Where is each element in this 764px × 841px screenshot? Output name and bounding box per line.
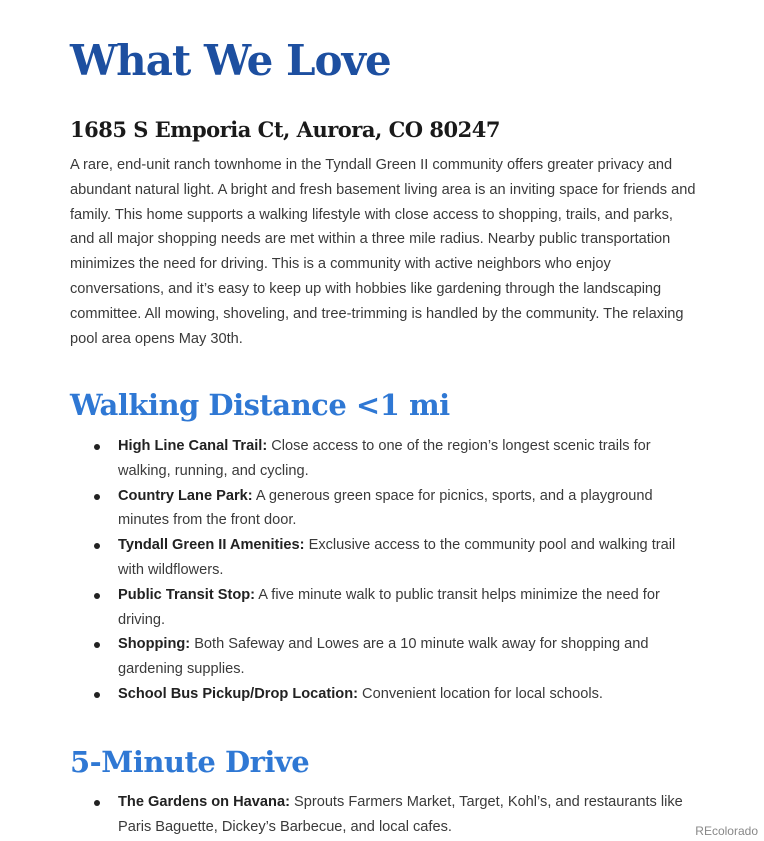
bullet-icon bbox=[94, 444, 100, 450]
item-name: The Gardens on Havana: bbox=[118, 794, 290, 810]
list-item bbox=[94, 632, 696, 682]
bullet-icon bbox=[94, 543, 100, 549]
list-item bbox=[94, 790, 696, 840]
item-text: A five minute walk to public transit helps minimize the need for driving. bbox=[118, 586, 660, 628]
recolorado-watermark: REcolorado bbox=[695, 824, 758, 838]
list-item bbox=[94, 682, 696, 707]
list-item bbox=[94, 434, 696, 484]
intro-paragraph: A rare, end-unit ranch townhome in the Tyndall Green II community offers greater privacy and abundant natural light. A bright and fresh basement living area is an inviting space for friends and family. This home supports a walking lifestyle with close access to shopping, trails, and parks, and all major shopping needs are met within a three mile radius. Nearby public transportation minimizes the need for driving. This is a community with active neighbors who enjoy conversations, and it’s easy to keep up with hobbies like gardening through the landscaping committee. All mowing, shoveling, and tree-trimming is handled by the community. The relaxing pool area opens May 30th. bbox=[70, 157, 696, 347]
item-name: Public Transit Stop: bbox=[118, 586, 256, 603]
bullet-icon bbox=[94, 593, 100, 599]
list-item bbox=[94, 583, 696, 633]
item-text: Exclusive access to the community pool and walking trail with wildflowers. bbox=[118, 537, 676, 578]
bullet-icon bbox=[94, 494, 100, 500]
item-text: A generous green space for picnics, sports, and a playground minutes from the front door. bbox=[118, 487, 653, 529]
bullet-icon bbox=[94, 692, 100, 698]
list-item bbox=[94, 484, 696, 534]
item-name: Shopping: bbox=[118, 636, 191, 653]
five-minute-drive-heading: 5-Minute Drive bbox=[70, 745, 310, 779]
item-name: High Line Canal Trail: bbox=[118, 438, 268, 454]
list-item bbox=[94, 533, 696, 583]
item-name: Tyndall Green II Amenities: bbox=[118, 537, 305, 554]
drive-list bbox=[94, 790, 696, 840]
walking-list bbox=[94, 434, 696, 707]
bullet-icon bbox=[94, 800, 100, 806]
item-name: Country Lane Park: bbox=[118, 487, 253, 504]
page-title: What We Love bbox=[70, 36, 391, 85]
item-text: Convenient location for local schools. bbox=[358, 685, 603, 702]
item-text: Sprouts Farmers Market, Target, Kohl’s, and restaurants like Paris Baguette, Dickey’s Barbecue, and local cafes. bbox=[118, 794, 683, 835]
property-address: 1685 S Emporia Ct, Aurora, CO 80247 bbox=[70, 117, 500, 142]
item-text: Both Safeway and Lowes are a 10 minute walk away for shopping and gardening supplies. bbox=[118, 636, 649, 678]
bullet-icon bbox=[94, 642, 100, 648]
item-name: School Bus Pickup/Drop Location: bbox=[118, 685, 358, 702]
walking-distance-heading: Walking Distance <1 mi bbox=[70, 388, 450, 422]
item-text: Close access to one of the region’s longest scenic trails for walking, running, and cycling. bbox=[118, 438, 651, 479]
